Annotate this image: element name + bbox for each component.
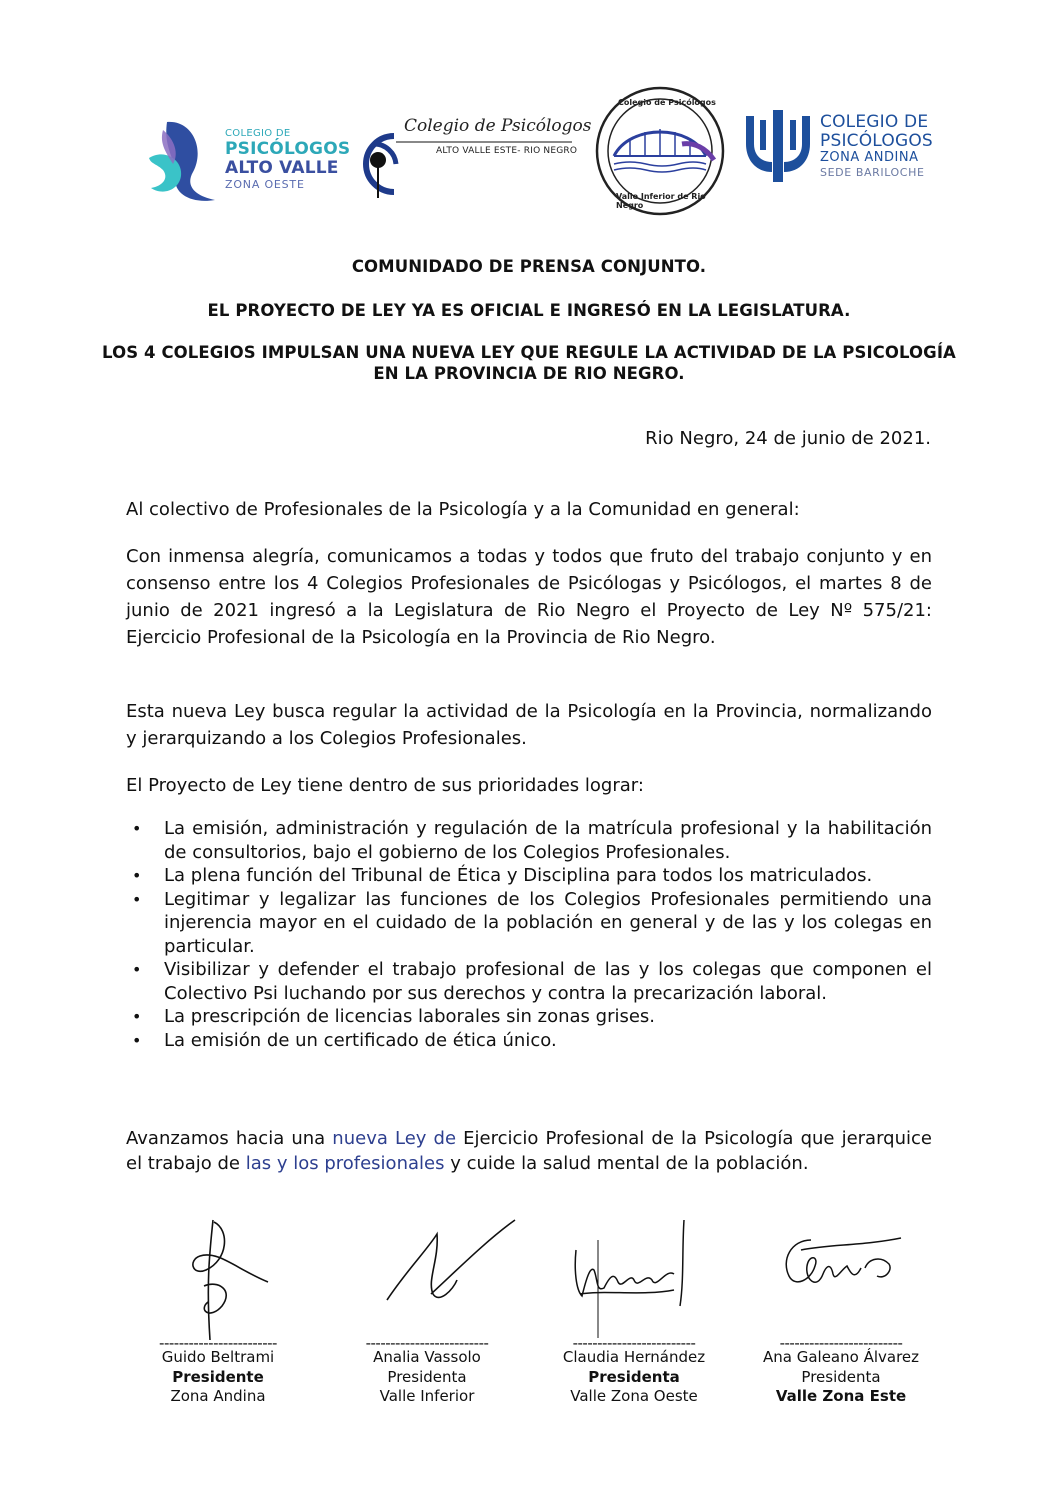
greeting: Al colectivo de Profesionales de la Psicología y a la Comunidad en general: [126, 499, 800, 520]
bullet-icon: • [132, 866, 142, 885]
signer-name: Claudia Hernández [562, 1348, 706, 1366]
zona-andina-psi-icon [740, 108, 816, 184]
handwritten-signature-icon [327, 1210, 527, 1350]
signer-name: Ana Galeano Álvarez [762, 1348, 920, 1366]
handwritten-signature-icon [741, 1210, 941, 1350]
signer-role: Presidenta [387, 1368, 467, 1386]
closing-text-2: nueva Ley de [332, 1128, 457, 1149]
logo-zona-andina-line4: SEDE BARILOCHE [820, 166, 925, 179]
list-item-text: La emisión de un certificado de ética único. [164, 1029, 557, 1051]
logo-colegio-alto-valle [145, 120, 351, 204]
list-item [126, 888, 932, 959]
closing-text-3: Ejercicio Profesional de la Psicología que jerarquice el trabajo de [126, 1128, 932, 1174]
signature-block-hernandez [534, 1210, 734, 1410]
logo-alto-valle-line3: ALTO VALLE [225, 158, 339, 178]
signature-block-galeano [741, 1210, 941, 1410]
signer-place: Valle Inferior [379, 1387, 475, 1405]
signature-block-vassolo [327, 1210, 527, 1410]
list-item-text: Visibilizar y defender el trabajo profesional de las y los colegas que componen el Colectivo Psi luchando por sus derechos y contra la precarización laboral. [164, 959, 932, 1004]
list-item [126, 864, 932, 888]
list-item-text: Legitimar y legalizar las funciones de los Colegios Profesionales permitiendo una injerencia mayor en el cuidado de la población en general y de las y los colegas en particular. [164, 888, 932, 957]
paragraph-priorities-intro: El Proyecto de Ley tiene dentro de sus prioridades lograr: [126, 775, 644, 796]
logo-colegio-valle-este [344, 114, 592, 200]
signer-place: Valle Zona Oeste [570, 1387, 698, 1405]
signature-line: ------------------------ [159, 1334, 277, 1352]
logo-alto-valle-line4: ZONA OESTE [225, 178, 305, 191]
handwritten-signature-icon [118, 1210, 318, 1350]
list-item-text: La prescripción de licencias laborales sin zonas grises. [164, 1006, 656, 1027]
logo-colegio-zona-andina [740, 108, 933, 184]
logo-zona-andina-line2: PSICÓLOGOS [820, 131, 933, 151]
paragraph-announcement: Con inmensa alegría, comunicamos a todas y todos que fruto del trabajo conjunto y en consenso entre los 4 Colegios Profesionales de Psicólogas y Psicólogos, el martes 8 de junio de 2021 ingresó a la Legislatura de Rio Negro el Proyecto de Ley Nº 575/21: Ejercicio Profesional de la Psicología en la Provincia de Rio Negro. [126, 546, 932, 648]
logo-colegio-valle-inferior [590, 84, 730, 219]
signer-name: Analia Vassolo [373, 1348, 481, 1366]
signer-role: Presidente [172, 1368, 264, 1386]
logo-valle-inferior-top-text: Colegio de Psicólogos [618, 98, 716, 107]
logo-zona-andina-line1: COLEGIO DE [820, 112, 929, 132]
list-item-text: La plena función del Tribunal de Ética y Disciplina para todos los matriculados. [164, 865, 873, 886]
handwritten-signature-icon [534, 1210, 734, 1350]
signature-block-beltrami [118, 1210, 318, 1410]
signature-line: ------------------------- [779, 1334, 903, 1352]
logo-alto-valle-line1: COLEGIO DE [225, 128, 291, 139]
bullet-icon: • [132, 1030, 142, 1050]
heading-communique: COMUNIDADO DE PRENSA CONJUNTO. [351, 257, 707, 276]
bullet-icon: • [132, 1007, 142, 1026]
list-item [126, 817, 932, 864]
logo-zona-andina-line3: ZONA ANDINA [820, 150, 919, 165]
heading-four-colleges: LOS 4 COLEGIOS IMPULSAN UNA NUEVA LEY QUE REGULE LA ACTIVIDAD DE LA PSICOLOGÍA EN LA PROVINCIA DE RIO NEGRO. [102, 343, 956, 383]
closing-text-4: las y los profesionales [245, 1152, 445, 1174]
closing-paragraph [126, 1127, 932, 1176]
closing-text-1: Avanzamos hacia una [126, 1128, 333, 1149]
list-item [126, 1029, 932, 1053]
logo-alto-valle-line2: PSICÓLOGOS [225, 139, 351, 159]
signer-name: Guido Beltrami [161, 1348, 275, 1366]
document-date: Rio Negro, 24 de junio de 2021. [645, 428, 931, 449]
logo-valle-este-line2: ALTO VALLE ESTE- RIO NEGRO [436, 146, 578, 156]
bullet-icon: • [132, 819, 142, 838]
signer-role: Presidenta [588, 1368, 680, 1386]
bullet-icon: • [132, 960, 142, 979]
signature-line: ------------------------- [365, 1334, 489, 1352]
logos-header [140, 84, 933, 219]
list-item [126, 1005, 932, 1029]
heading-project-official: EL PROYECTO DE LEY YA ES OFICIAL E INGRESÓ EN LA LEGISLATURA. [207, 301, 851, 320]
bullet-icon: • [132, 889, 142, 909]
logo-valle-inferior-bottom-text: Valle Inferior de Rio Negro [616, 192, 706, 210]
closing-text-5: y cuide la salud mental de la población. [444, 1152, 809, 1174]
paragraph-purpose: Esta nueva Ley busca regular la actividad de la Psicología en la Provincia, normalizando y jerarquizando a los Colegios Profesionales. [126, 701, 932, 749]
signer-role: Presidenta [801, 1368, 881, 1386]
signer-place: Zona Andina [170, 1387, 266, 1405]
signature-line: ------------------------- [572, 1334, 696, 1352]
logo-valle-este-line1: Colegio de Psicólogos [404, 116, 592, 136]
list-item [126, 958, 932, 1005]
priorities-list [126, 817, 932, 1052]
signer-place: Valle Zona Este [775, 1387, 907, 1405]
list-item-text: La emisión, administración y regulación de la matrícula profesional y la habilitación de consultorios, bajo el gobierno de los Colegios Profesionales. [164, 818, 932, 863]
alto-valle-emblem-icon [145, 120, 225, 204]
